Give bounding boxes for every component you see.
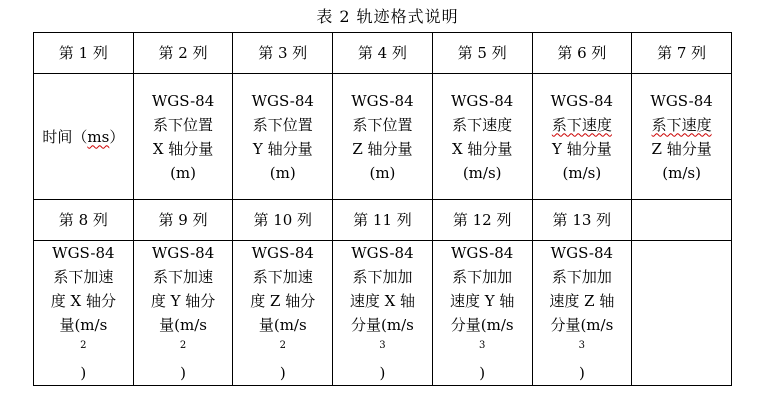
cell-line: 系下位置 <box>153 115 214 134</box>
cell-line: 量(m/s $^2$ ) <box>258 316 307 382</box>
cell-line: (m) <box>269 163 296 182</box>
table-header-row <box>34 33 732 74</box>
cell-line: 量(m/s $^2$ ) <box>59 316 108 382</box>
cell-line: Z 轴分量 <box>352 139 413 158</box>
cell-line: 系下位置 <box>352 115 413 134</box>
column-header: 第 6 列 <box>532 33 632 74</box>
cell-line: WGS-84 <box>650 91 713 110</box>
empty-cell <box>632 241 732 386</box>
column-header: 第 7 列 <box>632 33 732 74</box>
column-header: 第 10 列 <box>233 200 333 241</box>
cell-line: WGS-84 <box>450 244 514 262</box>
table-caption: 表 2 轨迹格式说明 <box>316 7 459 26</box>
jerk-x-cell <box>333 241 433 386</box>
time-unit: ms <box>87 127 110 146</box>
cell-line: (m) <box>170 163 197 182</box>
velocity-z-cell <box>632 74 732 200</box>
cell-line: 系下速度 <box>551 115 612 134</box>
position-z-cell <box>333 74 433 200</box>
trajectory-format-table <box>33 32 732 386</box>
cell-line: 速度 Z 轴 <box>549 292 615 310</box>
table-row <box>34 74 732 200</box>
column-header: 第 2 列 <box>133 33 233 74</box>
cell-line: 速度 X 轴 <box>349 292 416 310</box>
cell-line: 分量(m/s $^3$ ) <box>450 316 514 382</box>
velocity-y-cell <box>532 74 632 200</box>
cell-line: WGS-84 <box>351 244 414 262</box>
cell-line: Y 轴分量 <box>252 139 313 158</box>
velocity-x-cell <box>432 74 532 200</box>
cell-line: WGS-84 <box>351 91 414 110</box>
empty-header-cell <box>632 200 732 241</box>
column-header: 第 1 列 <box>34 33 134 74</box>
cell-line: WGS-84 <box>550 91 614 110</box>
cell-line: WGS-84 <box>151 244 215 262</box>
column-header: 第 12 列 <box>432 200 532 241</box>
cell-line: (m) <box>369 163 396 182</box>
cell-line: 分量(m/s $^3$ ) <box>550 316 614 382</box>
column-header: 第 5 列 <box>432 33 532 74</box>
acceleration-y-cell <box>133 241 233 386</box>
cell-line: X 轴分量 <box>451 139 513 158</box>
cell-line: WGS-84 <box>151 91 215 110</box>
cell-line: 系下加加 <box>452 268 513 286</box>
cell-line: (m/s) <box>662 163 701 182</box>
time-close: ） <box>109 127 125 146</box>
cell-line: WGS-84 <box>550 244 614 262</box>
table-header-row <box>34 200 732 241</box>
cell-line: 系下加速 <box>252 268 313 286</box>
cell-line: 系下位置 <box>252 115 313 134</box>
cell-line: 分量(m/s $^3$ ) <box>351 316 414 382</box>
cell-line: 速度 Y 轴 <box>449 292 515 310</box>
cell-line: 系下速度 <box>452 115 513 134</box>
acceleration-x-cell <box>34 241 134 386</box>
cell-line: 量(m/s $^2$ ) <box>159 316 207 382</box>
cell-line: Z 轴分量 <box>651 139 712 158</box>
cell-line: 度 Y 轴分 <box>150 292 216 310</box>
cell-line: WGS-84 <box>251 244 314 262</box>
cell-line: 系下速度 <box>651 115 712 134</box>
acceleration-z-cell <box>233 241 333 386</box>
cell-line: 系下加速 <box>153 268 214 286</box>
cell-line: WGS-84 <box>251 91 314 110</box>
column-header: 第 9 列 <box>133 200 233 241</box>
cell-line: X 轴分量 <box>152 139 214 158</box>
cell-line: WGS-84 <box>450 91 514 110</box>
position-y-cell <box>233 74 333 200</box>
cell-line: (m/s) <box>462 163 502 182</box>
time-cell <box>34 74 134 200</box>
column-header: 第 4 列 <box>333 33 433 74</box>
column-header: 第 8 列 <box>34 200 134 241</box>
cell-line: 系下加速 <box>53 268 114 286</box>
cell-line: (m/s) <box>562 163 602 182</box>
jerk-y-cell <box>432 241 532 386</box>
time-label: 时间（ <box>42 127 88 146</box>
cell-line: 度 Z 轴分 <box>250 292 316 310</box>
cell-line: Y 轴分量 <box>552 139 612 158</box>
cell-line: 系下加加 <box>551 268 612 286</box>
cell-line: 系下加加 <box>352 268 413 286</box>
cell-line: 度 X 轴分 <box>50 292 116 310</box>
position-x-cell <box>133 74 233 200</box>
column-header: 第 13 列 <box>532 200 632 241</box>
column-header: 第 11 列 <box>333 200 433 241</box>
table-row <box>34 241 732 386</box>
column-header: 第 3 列 <box>233 33 333 74</box>
jerk-z-cell <box>532 241 632 386</box>
cell-line: WGS-84 <box>52 244 115 262</box>
